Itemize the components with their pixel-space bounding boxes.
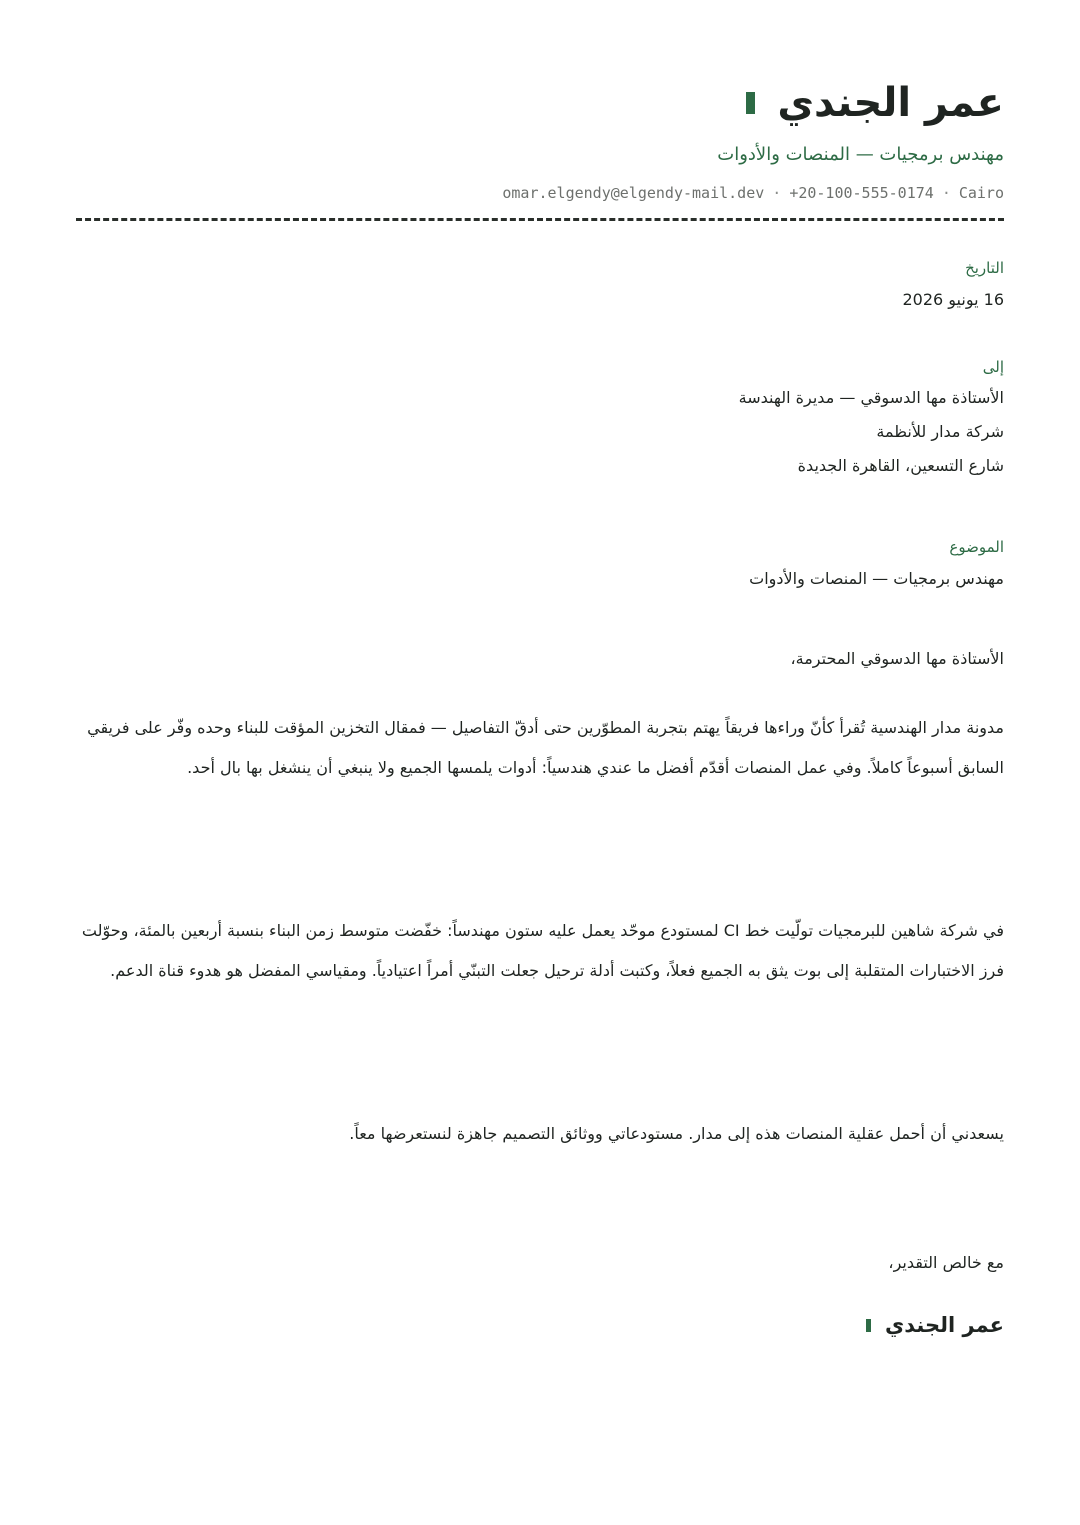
- subject-block: [76, 536, 1004, 591]
- closing-line: مع خالص التقدير،: [888, 1253, 1004, 1272]
- body-paragraph: في شركة شاهين للبرمجيات تولّيت خط CI لمستودع موحّد يعمل عليه ستون مهندساً: خفّضت متوسط زمن البناء بنسبة أربعين بالمئة، وحوّلت فرز الاختبارات المتقلبة إلى بوت يثق به الجميع فعلاً، وكتبت أدلة ترحيل جعلت التبنّي أمراً اعتيادياً. ومقياسي المفضل هو هدوء قناة الدعم.: [81, 921, 1004, 980]
- accent-bar-icon: [866, 1319, 871, 1332]
- name-row: [76, 78, 1004, 128]
- sender-title: مهندس برمجيات — المنصات والأدوات: [717, 144, 1004, 165]
- signature-row: [76, 1310, 1004, 1340]
- salutation-block: [76, 647, 1004, 671]
- signature-name: عمر الجندي: [885, 1313, 1004, 1337]
- salutation: الأستاذة مها الدسوقي المحترمة،: [790, 649, 1004, 668]
- paragraph-1-block: [76, 708, 1004, 788]
- accent-bar-icon: [746, 92, 755, 114]
- date-value: 16 يونيو 2026: [902, 290, 1004, 309]
- recipient-block: [76, 356, 1004, 483]
- body-paragraph: يسعدني أن أحمل عقلية المنصات هذه إلى مدار. مستودعاتي ووثائق التصميم جاهزة لنستعرضها معاً.: [349, 1124, 1004, 1143]
- contact-line: [76, 182, 1004, 204]
- contact-city: Cairo: [958, 184, 1004, 202]
- date-label: التاريخ: [965, 259, 1004, 277]
- recipient-lines: [76, 381, 1004, 483]
- header-divider: [76, 218, 1004, 221]
- date-block: [76, 257, 1004, 312]
- signature-block: [76, 1310, 1004, 1340]
- sender-name: عمر الجندي: [777, 80, 1004, 126]
- letter-header: [76, 78, 1004, 204]
- contact-separator: ·: [941, 184, 951, 202]
- paragraph-3-block: [76, 1114, 1004, 1154]
- paragraph-2-block: [76, 911, 1004, 991]
- subject-value: مهندس برمجيات — المنصات والأدوات: [749, 569, 1004, 588]
- closing-block: [76, 1251, 1004, 1275]
- recipient-label: إلى: [982, 358, 1004, 376]
- contact-phone[interactable]: +20-100-555-0174: [789, 184, 934, 202]
- recipient-line: الأستاذة مها الدسوقي — مديرة الهندسة: [738, 388, 1004, 407]
- recipient-line: شارع التسعين، القاهرة الجديدة: [797, 456, 1004, 475]
- recipient-line: شركة مدار للأنظمة: [876, 422, 1004, 441]
- contact-separator: ·: [772, 184, 782, 202]
- subject-label: الموضوع: [949, 538, 1004, 556]
- contact-email[interactable]: omar.elgendy@elgendy-mail.dev: [502, 184, 765, 202]
- body-paragraph: مدونة مدار الهندسية تُقرأ كأنّ وراءها فريقاً يهتم بتجربة المطوّرين حتى أدقّ التفاصيل — فمقال التخزين المؤقت للبناء وحده وفّر على فريقي السابق أسبوعاً كاملاً. وفي عمل المنصات أقدّم أفضل ما عندي هندسياً: أدوات يلمسها الجميع ولا ينبغي أن ينشغل بها بال أحد.: [87, 718, 1004, 777]
